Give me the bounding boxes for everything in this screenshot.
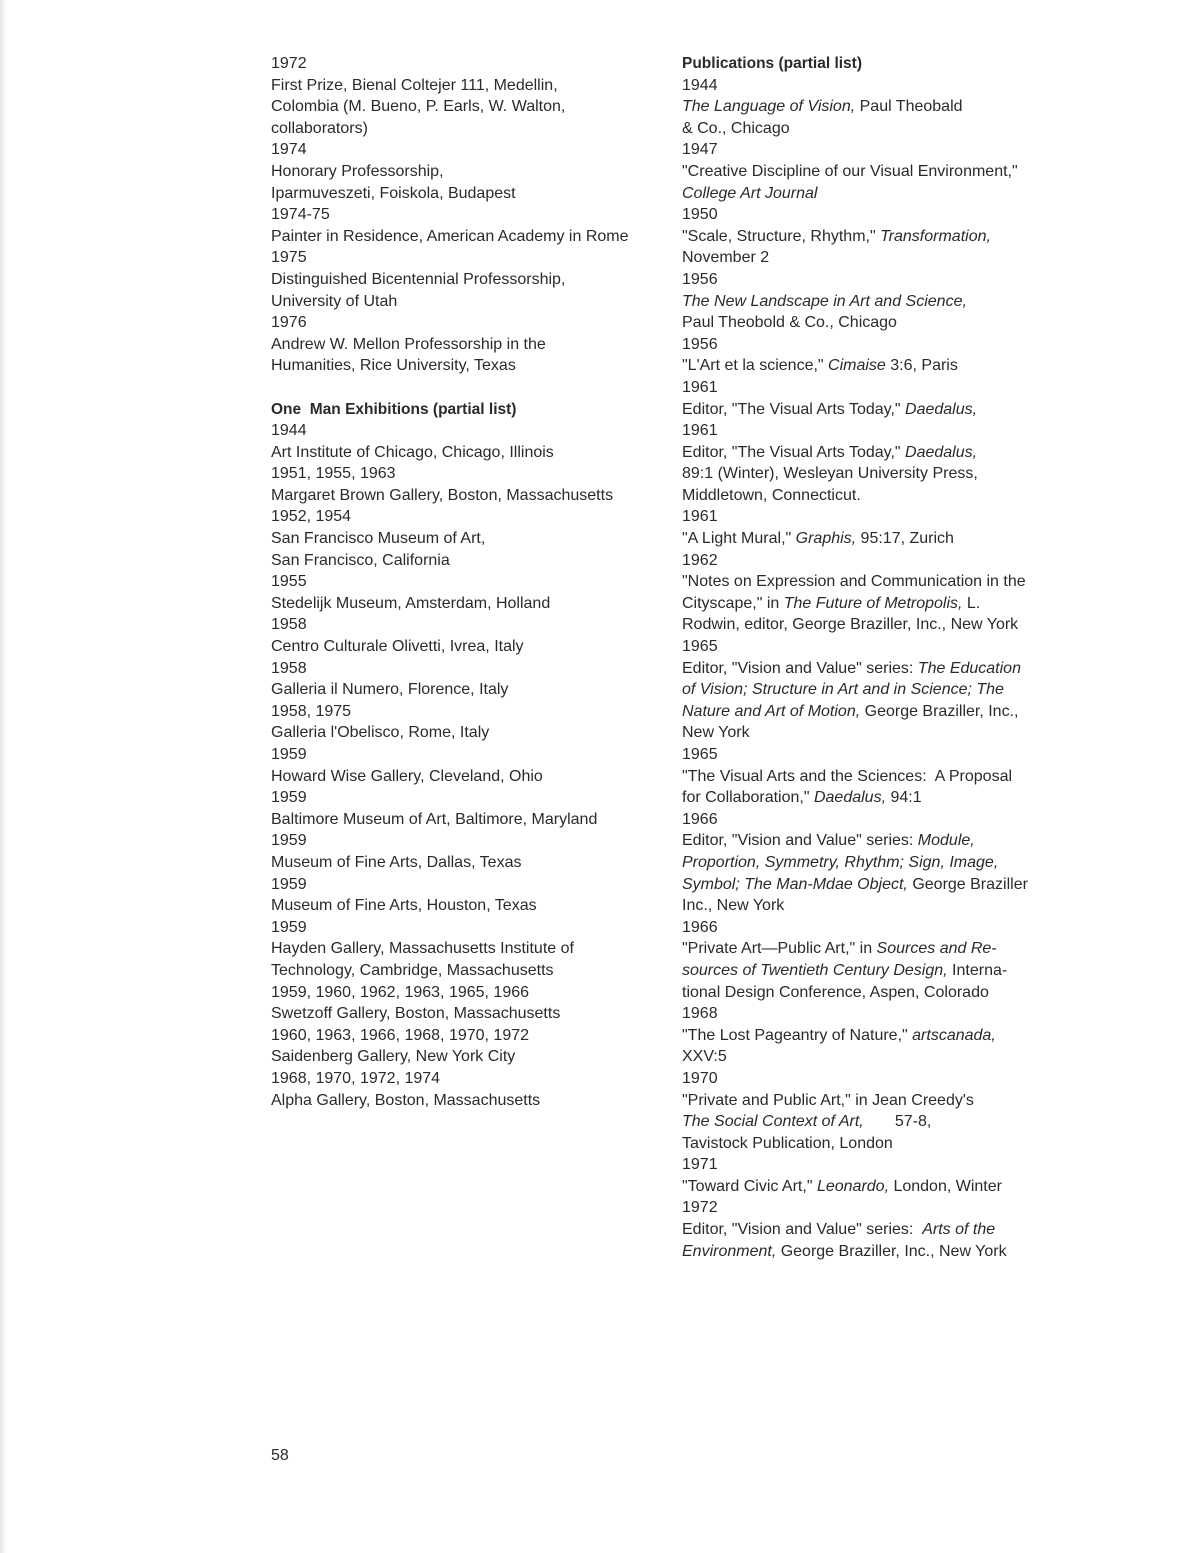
text-segment: Editor, "Vision and Value" series: <box>682 832 918 850</box>
text-line <box>682 528 1102 550</box>
italic-title: of Vision; Structure in Art and in Science; The <box>682 681 1004 699</box>
text-segment: 1961 <box>682 508 718 526</box>
text-segment: One Man Exhibitions (partial list) <box>271 400 517 418</box>
text-segment: 1962 <box>682 551 718 569</box>
text-segment: Editor, "Vision and Value" series: <box>682 659 918 677</box>
text-line <box>682 874 1102 896</box>
text-segment: Howard Wise Gallery, Cleveland, Ohio <box>271 767 543 785</box>
italic-title: The New Landscape in Art and Science, <box>682 292 967 310</box>
text-line <box>271 204 681 226</box>
text-line <box>271 118 681 140</box>
section-heading <box>682 53 1102 75</box>
text-segment: Paul Theobold & Co., Chicago <box>682 314 897 332</box>
text-line <box>682 485 1102 507</box>
text-line <box>682 701 1102 723</box>
text-line <box>271 830 681 852</box>
text-segment: "Creative Discipline of our Visual Environment," <box>682 162 1018 180</box>
text-line <box>682 1111 1102 1133</box>
text-segment: Interna- <box>947 961 1008 979</box>
text-segment: Alpha Gallery, Boston, Massachusetts <box>271 1091 541 1109</box>
text-line <box>682 118 1102 140</box>
text-line <box>271 766 681 788</box>
text-line <box>271 679 681 701</box>
text-segment: 1976 <box>271 314 307 332</box>
text-line <box>271 139 681 161</box>
text-line <box>682 917 1102 939</box>
text-line <box>271 874 681 896</box>
text-line <box>682 442 1102 464</box>
text-segment: 1961 <box>682 378 718 396</box>
text-segment: 1965 <box>682 638 718 656</box>
text-line <box>271 982 681 1004</box>
text-segment: George Braziller, Inc., New York <box>776 1242 1007 1260</box>
text-line <box>682 1025 1102 1047</box>
italic-title: Daedalus, <box>905 400 978 418</box>
italic-title: Nature and Art of Motion, <box>682 702 861 720</box>
text-segment: 1955 <box>271 573 307 591</box>
text-line <box>682 1133 1102 1155</box>
blank-line <box>271 377 681 399</box>
italic-title: Proportion, Symmetry, Rhythm; Sign, Image, <box>682 853 999 871</box>
text-line <box>682 247 1102 269</box>
text-line <box>271 895 681 917</box>
italic-title: Daedalus, <box>905 443 978 461</box>
text-segment: 1960, 1963, 1966, 1968, 1970, 1972 <box>271 1026 530 1044</box>
text-segment: 1959 <box>271 746 307 763</box>
text-segment: 1971 <box>682 1156 718 1174</box>
text-segment: Galleria il Numero, Florence, Italy <box>271 681 509 699</box>
text-line <box>271 787 681 809</box>
text-line <box>271 334 681 356</box>
text-segment: Colombia (M. Bueno, P. Earls, W. Walton, <box>271 98 566 116</box>
text-line <box>682 1046 1102 1068</box>
text-segment: New York <box>682 724 750 742</box>
text-line <box>271 917 681 939</box>
text-line <box>682 1090 1102 1112</box>
text-segment: 1947 <box>682 141 718 159</box>
text-line <box>271 96 681 118</box>
text-segment: "Private and Public Art," in Jean Creedy's <box>682 1091 974 1109</box>
text-segment: Cityscape," in <box>682 594 784 612</box>
text-line <box>682 463 1102 485</box>
text-line <box>682 161 1102 183</box>
text-segment: George Braziller <box>907 875 1028 893</box>
text-segment: Swetzoff Gallery, Boston, Massachusetts <box>271 1005 561 1023</box>
text-segment: XXV:5 <box>682 1048 727 1066</box>
text-segment: tional Design Conference, Aspen, Colorado <box>682 983 989 1001</box>
text-segment: 1974 <box>271 141 307 159</box>
text-line <box>682 960 1102 982</box>
text-segment: 1966 <box>682 810 718 828</box>
text-segment: 1970 <box>682 1069 718 1087</box>
text-segment: San Francisco Museum of Art, <box>271 530 486 548</box>
text-line <box>271 442 681 464</box>
text-line <box>682 291 1102 313</box>
text-line <box>271 593 681 615</box>
text-segment: Stedelijk Museum, Amsterdam, Holland <box>271 594 551 612</box>
text-segment: San Francisco, California <box>271 551 450 569</box>
text-segment: "The Visual Arts and the Sciences: A Proposal <box>682 767 1013 785</box>
text-line <box>271 1046 681 1068</box>
text-segment: 1952, 1954 <box>271 508 352 526</box>
text-segment: 1950 <box>682 206 718 224</box>
text-line <box>271 226 681 248</box>
text-segment: First Prize, Bienal Coltejer 111, Medellin, <box>271 76 558 94</box>
text-segment: "Scale, Structure, Rhythm," <box>682 227 881 245</box>
italic-title: Daedalus, <box>813 789 887 807</box>
text-line <box>271 636 681 658</box>
left-column <box>271 53 681 1111</box>
text-line <box>271 291 681 313</box>
text-segment: "L'Art et la science," <box>682 357 829 375</box>
italic-title: Graphis, <box>795 530 857 548</box>
text-line <box>271 312 681 334</box>
text-line <box>271 247 681 269</box>
text-segment: "The Lost Pageantry of Nature," <box>682 1026 913 1044</box>
text-line <box>271 1090 681 1112</box>
text-segment: University of Utah <box>271 292 398 310</box>
text-line <box>682 1197 1102 1219</box>
section-heading <box>271 399 681 421</box>
text-line <box>271 571 681 593</box>
text-segment: "Notes on Expression and Communication in the <box>682 573 1026 591</box>
text-line <box>271 355 681 377</box>
text-segment: Editor, "The Visual Arts Today," <box>682 400 906 418</box>
text-segment: 1959 <box>271 832 307 850</box>
text-line <box>271 161 681 183</box>
text-line <box>682 571 1102 593</box>
italic-title: sources of Twentieth Century Design, <box>682 961 948 979</box>
right-column <box>682 53 1102 1262</box>
text-segment: "A Light Mural," <box>682 530 796 548</box>
text-segment: 1951, 1955, 1963 <box>271 465 396 483</box>
text-segment: November 2 <box>682 249 770 267</box>
text-segment: Museum of Fine Arts, Dallas, Texas <box>271 853 522 871</box>
text-line <box>271 528 681 550</box>
text-line <box>682 312 1102 334</box>
text-segment: 1968, 1970, 1972, 1974 <box>271 1069 441 1087</box>
text-line <box>682 787 1102 809</box>
text-segment: Galleria l'Obelisco, Rome, Italy <box>271 724 490 742</box>
text-line <box>682 139 1102 161</box>
italic-title: artscanada, <box>912 1026 996 1044</box>
text-line <box>682 1154 1102 1176</box>
italic-title: The Education <box>917 659 1021 677</box>
text-line <box>271 1025 681 1047</box>
text-segment: 1958 <box>271 616 307 634</box>
text-line <box>271 485 681 507</box>
text-line <box>682 269 1102 291</box>
text-segment: 57-8, <box>863 1113 932 1131</box>
text-segment: 1966 <box>682 918 718 936</box>
text-line <box>271 852 681 874</box>
text-line <box>271 960 681 982</box>
text-line <box>271 269 681 291</box>
text-segment: Editor, "Vision and Value" series: <box>682 1221 923 1239</box>
text-line <box>271 550 681 572</box>
text-line <box>682 506 1102 528</box>
text-segment: 89:1 (Winter), Wesleyan University Press, <box>682 465 978 483</box>
italic-title: Module, <box>917 832 975 850</box>
text-segment: Paul Theobald <box>855 98 963 116</box>
text-segment: 1958 <box>271 659 307 677</box>
text-line <box>682 1003 1102 1025</box>
text-segment: 1972 <box>682 1199 718 1217</box>
text-segment: 1959, 1960, 1962, 1963, 1965, 1966 <box>271 983 530 1001</box>
text-segment: George Braziller, Inc., <box>860 702 1019 720</box>
text-segment: 1975 <box>271 249 307 267</box>
text-line <box>271 75 681 97</box>
text-segment: 1974-75 <box>271 206 330 224</box>
text-segment: 1958, 1975 <box>271 702 352 720</box>
italic-title: Sources and Re- <box>876 940 997 958</box>
text-line <box>682 658 1102 680</box>
text-segment: Hayden Gallery, Massachusetts Institute of <box>271 940 574 958</box>
text-line <box>682 722 1102 744</box>
text-segment: 1956 <box>682 335 718 353</box>
text-segment: Distinguished Bicentennial Professorship, <box>271 270 566 288</box>
text-segment: Tavistock Publication, London <box>682 1134 893 1152</box>
text-segment: Publications (partial list) <box>682 55 862 72</box>
text-line <box>271 506 681 528</box>
text-line <box>682 766 1102 788</box>
text-line <box>682 744 1102 766</box>
text-line <box>682 895 1102 917</box>
page-edge-shadow <box>0 0 6 1553</box>
text-line <box>271 809 681 831</box>
text-segment: Museum of Fine Arts, Houston, Texas <box>271 897 537 915</box>
text-segment: Saidenberg Gallery, New York City <box>271 1048 516 1066</box>
text-line <box>682 830 1102 852</box>
italic-title: College Art Journal <box>682 184 818 202</box>
text-segment: Painter in Residence, American Academy in Rome <box>271 227 629 245</box>
text-segment: 1956 <box>682 270 718 288</box>
text-segment: 1959 <box>271 918 307 936</box>
text-line <box>271 614 681 636</box>
italic-title: The Future of Metropolis, <box>783 594 963 612</box>
text-segment: & Co., Chicago <box>682 119 790 137</box>
italic-title: Transformation, <box>880 227 991 245</box>
text-segment: 3:6, Paris <box>885 357 958 375</box>
text-line <box>682 377 1102 399</box>
text-segment: 1961 <box>682 422 718 440</box>
text-line <box>271 722 681 744</box>
text-line <box>682 614 1102 636</box>
italic-title: Symbol; The Man-Mdae Object, <box>682 875 908 893</box>
italic-title: Cimaise <box>828 357 886 375</box>
text-segment: Iparmuveszeti, Foiskola, Budapest <box>271 184 516 202</box>
text-segment: Editor, "The Visual Arts Today," <box>682 443 906 461</box>
text-segment: Humanities, Rice University, Texas <box>271 357 516 375</box>
text-segment: Inc., New York <box>682 897 785 915</box>
text-line <box>682 550 1102 572</box>
text-line <box>682 982 1102 1004</box>
text-line <box>682 809 1102 831</box>
text-segment: for Collaboration," <box>682 789 814 807</box>
text-segment: London, Winter <box>889 1177 1002 1195</box>
text-line <box>682 75 1102 97</box>
text-segment: L. <box>962 594 981 612</box>
text-line <box>271 701 681 723</box>
text-line <box>682 938 1102 960</box>
text-line <box>682 852 1102 874</box>
text-segment: 1959 <box>271 789 307 807</box>
text-line <box>271 938 681 960</box>
text-line <box>682 96 1102 118</box>
text-line <box>682 399 1102 421</box>
text-line <box>682 204 1102 226</box>
text-line <box>682 334 1102 356</box>
text-segment: Art Institute of Chicago, Chicago, Illinois <box>271 443 554 461</box>
italic-title: The Social Context of Art, <box>682 1113 864 1131</box>
text-line <box>271 183 681 205</box>
text-segment: 95:17, Zurich <box>856 530 954 548</box>
text-line <box>271 463 681 485</box>
text-segment: Rodwin, editor, George Braziller, Inc., New York <box>682 616 1019 634</box>
text-segment: Centro Culturale Olivetti, Ivrea, Italy <box>271 638 524 656</box>
text-segment: Baltimore Museum of Art, Baltimore, Maryland <box>271 810 598 828</box>
text-segment: collaborators) <box>271 119 368 137</box>
page-number: 58 <box>271 1447 289 1464</box>
text-segment: Middletown, Connecticut. <box>682 486 861 504</box>
text-line <box>271 744 681 766</box>
text-segment: 1968 <box>682 1005 718 1023</box>
text-line <box>682 636 1102 658</box>
text-line <box>682 1241 1102 1263</box>
text-segment: Margaret Brown Gallery, Boston, Massachusetts <box>271 486 614 504</box>
text-segment: 1944 <box>682 76 718 94</box>
text-line <box>271 53 681 75</box>
text-segment: "Toward Civic Art," <box>682 1177 817 1195</box>
italic-title: Environment, <box>682 1242 777 1260</box>
text-line <box>682 420 1102 442</box>
text-segment: 1959 <box>271 875 307 893</box>
text-line <box>682 226 1102 248</box>
text-segment: Honorary Professorship, <box>271 162 444 180</box>
text-segment: 1972 <box>271 55 307 72</box>
text-line <box>271 1003 681 1025</box>
text-line <box>682 355 1102 377</box>
text-line <box>682 1068 1102 1090</box>
italic-title: Arts of the <box>922 1221 996 1239</box>
text-segment: 1944 <box>271 422 307 440</box>
text-line <box>271 1068 681 1090</box>
text-segment: 94:1 <box>886 789 922 807</box>
text-line <box>682 679 1102 701</box>
text-segment: Andrew W. Mellon Professorship in the <box>271 335 546 353</box>
text-line <box>682 593 1102 615</box>
text-line <box>682 183 1102 205</box>
text-line <box>682 1176 1102 1198</box>
text-segment: "Private Art—Public Art," in <box>682 940 877 958</box>
italic-title: Leonardo, <box>816 1177 890 1195</box>
text-segment: 1965 <box>682 746 718 763</box>
text-line <box>271 420 681 442</box>
text-line <box>682 1219 1102 1241</box>
text-line <box>271 658 681 680</box>
italic-title: The Language of Vision, <box>682 98 856 116</box>
text-segment: Technology, Cambridge, Massachusetts <box>271 961 554 979</box>
